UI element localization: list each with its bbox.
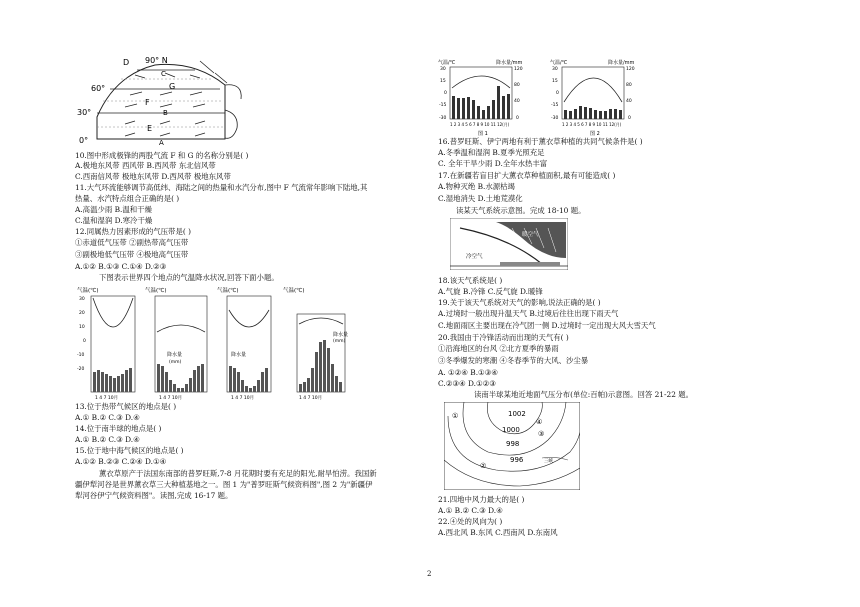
svg-text:气温/℃: 气温/℃ <box>550 60 568 66</box>
svg-text:40: 40 <box>626 99 632 104</box>
q10-options-ab: A.极地东风带 西风带 B.西风带 东北信风带 <box>75 161 216 170</box>
river-label: 三峡 <box>544 459 553 464</box>
svg-text:30: 30 <box>440 67 446 72</box>
warm-air-label: 暖空气 <box>522 232 539 238</box>
q11-options-cd: C.温和湿润 D.寒冷干燥 <box>75 216 153 225</box>
passage-16-17-line3: 犁河谷伊宁气候资料图"。读图,完成 16-17 题。 <box>75 491 233 500</box>
svg-text:0: 0 <box>83 339 86 344</box>
q10-stem: 10.图中形成极锋的两股气流 F 和 G 的名称分别是( ) <box>75 151 249 160</box>
point-2: ② <box>480 462 487 470</box>
q20-options-ab: A. ①②④ B.①③④ <box>438 368 498 377</box>
svg-text:气温/℃: 气温/℃ <box>438 60 456 66</box>
q12-options: A.①② B.①③ C.①④ D.②③ <box>75 262 167 271</box>
q16-options-ab: A.冬季温和湿润 B.夏季光照充足 <box>438 148 545 157</box>
cold-air-label: 冷空气 <box>466 254 483 260</box>
svg-text:气温(℃): 气温(℃) <box>77 288 99 294</box>
svg-text:气温(℃): 气温(℃) <box>217 288 239 294</box>
globe-label-d: D <box>123 58 130 67</box>
svg-text:降水量/mm: 降水量/mm <box>496 60 523 66</box>
globe-label-c: C <box>161 70 166 78</box>
globe-label-f: F <box>145 98 150 107</box>
q22-options: A.西北风 B.东风 C.西南风 D.东南风 <box>438 528 558 537</box>
point-3: ③ <box>538 430 545 438</box>
four-climate-charts <box>75 284 365 400</box>
q16-options-cd: C. 全年干旱少雨 D.全年水热丰富 <box>438 159 548 168</box>
q15-stem: 15.位于地中海气候区的地点是( ) <box>75 446 184 455</box>
globe-label-e: E <box>147 124 153 133</box>
figure-1-caption: 图 1 <box>478 131 488 136</box>
q17-stem: 17.在新疆若盲目扩大薰衣草种植面积,最有可能造成( ) <box>438 171 616 180</box>
svg-text:0: 0 <box>556 91 559 96</box>
q17-options-ab: A.物种灭绝 B.水源枯竭 <box>438 182 515 191</box>
svg-text:-10: -10 <box>77 353 85 358</box>
svg-text:80: 80 <box>626 83 632 88</box>
globe-label-30: 30° <box>77 108 92 117</box>
svg-text:降水量/mm: 降水量/mm <box>608 60 635 66</box>
climate-chart-2 <box>145 286 207 400</box>
figure-2-caption: 图 2 <box>590 131 600 136</box>
isobar-1000: 1000 <box>502 426 520 434</box>
svg-text:1 4 7 10月: 1 4 7 10月 <box>159 396 183 400</box>
q18-options: A.气旋 B.冷锋 C.反气旋 D.暖锋 <box>438 287 543 296</box>
svg-text:30: 30 <box>79 297 85 302</box>
q14-options: A.① B.② C.③ D.④ <box>75 435 140 444</box>
atmospheric-circulation-figure <box>75 55 245 145</box>
svg-text:15: 15 <box>552 79 558 84</box>
q13-stem: 13.位于热带气候区的地点是( ) <box>75 402 177 411</box>
globe-label-60: 60° <box>91 84 106 93</box>
q12-list-2: ③副极地低气压带 ④极地高气压带 <box>75 250 189 259</box>
svg-text:1 4 7 10月: 1 4 7 10月 <box>299 396 323 400</box>
svg-text:20: 20 <box>79 311 85 316</box>
q16-stem: 16.普罗旺斯、伊宁两地有利于薰衣草种植的共同气候条件是( ) <box>438 137 643 146</box>
q14-stem: 14.位于南半球的地点是( ) <box>75 424 162 433</box>
globe-label-90n: 90° N <box>145 56 168 65</box>
q20-stem: 20.我国由于冷锋活动而出现的天气有( ) <box>438 333 569 342</box>
svg-text:降水量: 降水量 <box>231 352 247 358</box>
svg-text:-30: -30 <box>439 116 447 121</box>
svg-text:(mm): (mm) <box>333 339 346 344</box>
q18-stem: 18.该天气系统是( ) <box>438 276 503 285</box>
intro-18-20: 读某天气系统示意图。完成 18-10 题。 <box>456 206 586 215</box>
climate-figure-2 <box>550 58 638 136</box>
svg-text:15: 15 <box>440 79 446 84</box>
q11-stem-cont: 热量、水汽特点组合正确的是( ) <box>75 194 180 203</box>
q12-stem: 12.同属热力因素形成的气压带是( ) <box>75 227 191 236</box>
passage-16-17-line1: 薰衣草原产于法国东南部的普罗旺斯,7-8 月花期时要有充足的阳光,耐旱怕涝。我国新 <box>99 469 377 478</box>
passage-16-17-line2: 疆伊犁河谷是世界薰衣草三大种植基地之一。图 1 为"普罗旺斯气候资料图",图 2 为"新疆伊 <box>75 480 373 489</box>
svg-text:10: 10 <box>79 325 85 330</box>
globe-label-a: A <box>159 139 164 145</box>
svg-text:0: 0 <box>444 91 447 96</box>
q10-options-cd: C.西南信风带 极地东风带 D.西风带 极地东风带 <box>75 172 231 181</box>
q20-options-cd: C.②③④ D.①②③ <box>438 379 496 388</box>
svg-text:(mm): (mm) <box>169 360 182 365</box>
intro-21-22: 读南半球某地近地面气压分布(单位:百帕)示意图。回答 21-22 题。 <box>474 390 694 399</box>
q17-options-cd: C.湿地消失 D.土地荒漠化 <box>438 194 523 203</box>
svg-text:气温(℃): 气温(℃) <box>145 288 167 294</box>
svg-text:降水量: 降水量 <box>167 352 183 358</box>
q12-list-1: ①赤道低气压带 ②副热带高气压带 <box>75 238 189 247</box>
svg-text:40: 40 <box>514 99 520 104</box>
isobar-1002: 1002 <box>508 410 526 418</box>
svg-text:1 4 7 10月: 1 4 7 10月 <box>95 396 119 400</box>
page-number: 2 <box>427 570 432 578</box>
q11-stem: 11.大气环流能够调节高低纬、海陆之间的热量和水汽分布,图中 F 气流常年影响下陆地,其 <box>75 183 368 192</box>
svg-text:0: 0 <box>628 116 631 121</box>
q22-stem: 22.④处的风向为( ) <box>438 517 503 526</box>
q20-list-1: ①沿海地区的台风 ②北方夏季的暴雨 <box>438 344 559 353</box>
svg-text:80: 80 <box>514 83 520 88</box>
svg-text:1 2 3 4 5 6 7 8 9 10 11 12(月): 1 2 3 4 5 6 7 8 9 10 11 12(月) <box>562 122 622 127</box>
climate-chart-4 <box>283 286 348 400</box>
svg-text:0: 0 <box>516 116 519 121</box>
climate-figure-1 <box>438 58 526 136</box>
q20-list-2: ③冬季爆发的寒潮 ④冬春季节的大风、沙尘暴 <box>438 356 589 365</box>
isobar-map <box>444 402 580 490</box>
point-4: ④ <box>536 418 543 426</box>
svg-text:1 2 3 4 5 6 7 8 9 10 11 12(月): 1 2 3 4 5 6 7 8 9 10 11 12(月) <box>450 122 510 127</box>
q19-stem: 19.关于该天气系统对天气的影响,说法正确的是( ) <box>438 298 601 307</box>
climate-chart-1 <box>77 286 135 400</box>
svg-text:-15: -15 <box>551 103 559 108</box>
svg-text:120: 120 <box>514 67 523 72</box>
globe-label-b: B <box>163 109 168 117</box>
q21-options: A.① B.② C.③ D.④ <box>438 506 503 515</box>
svg-text:1 4 7 10月: 1 4 7 10月 <box>231 396 255 400</box>
svg-text:30: 30 <box>552 67 558 72</box>
isobar-998: 998 <box>506 440 520 448</box>
svg-text:120: 120 <box>626 67 635 72</box>
globe-label-g: G <box>169 82 176 91</box>
q21-stem: 21.四地中风力最大的是( ) <box>438 495 525 504</box>
q19-options-ab: A.过境时一般出现升温天气 B.过境后往往出现下雨天气 <box>438 309 619 318</box>
globe-label-0: 0° <box>79 136 89 145</box>
svg-text:-30: -30 <box>551 116 559 121</box>
q13-options: A.① B.② C.③ D.④ <box>75 413 140 422</box>
q11-options-ab: A.高温少雨 B.温和干燥 <box>75 205 152 214</box>
climate-chart-3 <box>217 286 271 400</box>
isobar-996: 996 <box>510 456 524 464</box>
svg-text:-15: -15 <box>439 103 447 108</box>
q19-options-cd: C.地面雨区主要出现在冷气团一侧 D.过境时一定出现大风大雪天气 <box>438 321 656 330</box>
point-1: ① <box>452 412 459 420</box>
q15-options: A.①② B.②③ C.②④ D.①④ <box>75 457 167 466</box>
intro-13-15: 下图表示世界四个地点的气温降水状况,回答下面小题。 <box>99 273 279 282</box>
front-system-figure <box>450 218 568 270</box>
svg-text:-20: -20 <box>77 367 85 372</box>
svg-text:气温(℃): 气温(℃) <box>283 288 305 294</box>
svg-text:降水量: 降水量 <box>333 332 349 338</box>
